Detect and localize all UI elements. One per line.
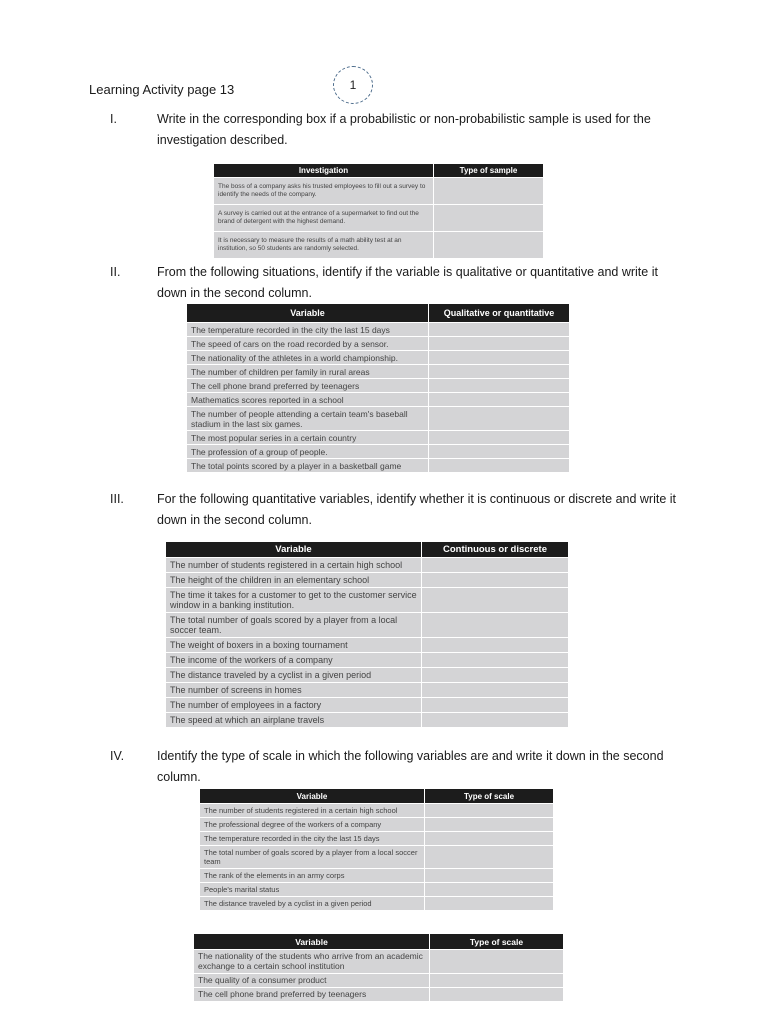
answer-cell[interactable] [422, 698, 569, 713]
column-header: Type of scale [425, 789, 554, 804]
answer-cell[interactable] [422, 588, 569, 613]
table-row [200, 832, 554, 846]
table-row [166, 638, 569, 653]
table-cell: The weight of boxers in a boxing tournament [166, 638, 422, 653]
table-row [166, 588, 569, 613]
answer-cell[interactable] [429, 337, 570, 351]
table-header-row [166, 542, 569, 558]
table-cell: The distance traveled by a cyclist in a given period [200, 897, 425, 911]
table-cell: The cell phone brand preferred by teenagers [194, 988, 430, 1002]
table-cell: The nationality of the athletes in a world championship. [187, 351, 429, 365]
table-row [187, 337, 570, 351]
table-row [187, 365, 570, 379]
table-row [166, 668, 569, 683]
table-cell: The boss of a company asks his trusted employees to fill out a survey to identify the needs of the company. [214, 178, 434, 205]
column-header: Variable [166, 542, 422, 558]
answer-cell[interactable] [425, 883, 554, 897]
answer-cell[interactable] [422, 683, 569, 698]
answer-cell[interactable] [422, 653, 569, 668]
section-number: III. [110, 492, 124, 506]
table-cell: The height of the children in an elementary school [166, 573, 422, 588]
answer-cell[interactable] [429, 431, 570, 445]
table-cell: The rank of the elements in an army corps [200, 869, 425, 883]
table-row [166, 573, 569, 588]
answer-cell[interactable] [425, 804, 554, 818]
table-cell: Mathematics scores reported in a school [187, 393, 429, 407]
table-cell: The number of students registered in a certain high school [166, 558, 422, 573]
answer-cell[interactable] [422, 668, 569, 683]
table-row [194, 974, 564, 988]
table-cell: The number of employees in a factory [166, 698, 422, 713]
table-cell: The temperature recorded in the city the last 15 days [187, 323, 429, 337]
continuous-discrete-table [165, 541, 569, 728]
answer-cell[interactable] [429, 393, 570, 407]
table-cell: The total number of goals scored by a player from a local soccer team. [166, 613, 422, 638]
answer-cell[interactable] [430, 974, 564, 988]
table-cell: It is necessary to measure the results of a math ability test at an institution, so 50 students are randomly selected. [214, 232, 434, 259]
table-cell: The quality of a consumer product [194, 974, 430, 988]
scale-type-table [199, 788, 554, 911]
answer-cell[interactable] [422, 573, 569, 588]
table-row [200, 869, 554, 883]
table-cell: The most popular series in a certain country [187, 431, 429, 445]
table-cell: The total points scored by a player in a basketball game [187, 459, 429, 473]
table-row [166, 653, 569, 668]
answer-cell[interactable] [425, 818, 554, 832]
table-cell: The number of children per family in rural areas [187, 365, 429, 379]
table-cell: People's marital status [200, 883, 425, 897]
answer-cell[interactable] [429, 379, 570, 393]
table-row [166, 698, 569, 713]
answer-cell[interactable] [425, 897, 554, 911]
table-header-row [194, 934, 564, 950]
table-cell: The temperature recorded in the city the last 15 days [200, 832, 425, 846]
section-instruction: From the following situations, identify if the variable is qualitative or quantitative and write it down in the second column. [157, 265, 658, 300]
section-number: IV. [110, 749, 125, 763]
column-header: Qualitative or quantitative [429, 304, 570, 323]
column-header: Investigation [214, 164, 434, 178]
table-cell: The speed of cars on the road recorded by a sensor. [187, 337, 429, 351]
table-row [200, 818, 554, 832]
table-row [187, 445, 570, 459]
table-row [214, 232, 544, 259]
table-row [187, 379, 570, 393]
table-cell: The number of students registered in a certain high school [200, 804, 425, 818]
table-row [166, 613, 569, 638]
answer-cell[interactable] [425, 832, 554, 846]
table-cell: The total number of goals scored by a player from a local soccer team [200, 846, 425, 869]
answer-cell[interactable] [422, 713, 569, 728]
table-row [187, 431, 570, 445]
table-row [214, 178, 544, 205]
table-cell: The time it takes for a customer to get to the customer service window in a banking institution. [166, 588, 422, 613]
section-instruction: For the following quantitative variables, identify whether it is continuous or discrete and write it down in the second column. [157, 492, 677, 527]
answer-cell[interactable] [425, 869, 554, 883]
column-header: Variable [194, 934, 430, 950]
answer-cell[interactable] [429, 323, 570, 337]
table-row [200, 846, 554, 869]
table-row [187, 351, 570, 365]
table-header-row [214, 164, 544, 178]
answer-cell[interactable] [422, 638, 569, 653]
table-row [214, 205, 544, 232]
column-header: Type of scale [430, 934, 564, 950]
table-cell: The distance traveled by a cyclist in a given period [166, 668, 422, 683]
table-cell: The profession of a group of people. [187, 445, 429, 459]
section-instruction: Identify the type of scale in which the following variables are and write it down in the second column. [157, 749, 664, 784]
table-row [200, 883, 554, 897]
answer-cell[interactable] [434, 178, 544, 205]
answer-cell[interactable] [434, 205, 544, 232]
table-header-row [187, 304, 570, 323]
answer-cell[interactable] [422, 613, 569, 638]
table-cell: The nationality of the students who arrive from an academic exchange to a certain school institution [194, 950, 430, 974]
column-header: Continuous or discrete [422, 542, 569, 558]
answer-cell[interactable] [422, 558, 569, 573]
table-row [194, 988, 564, 1002]
scale-type-table-2 [193, 933, 564, 1002]
table-row [166, 558, 569, 573]
section-number: I. [110, 112, 117, 126]
answer-cell[interactable] [429, 351, 570, 365]
table-row [166, 683, 569, 698]
table-cell: The income of the workers of a company [166, 653, 422, 668]
page-title: Learning Activity page 13 [89, 82, 235, 97]
table-cell: The number of screens in homes [166, 683, 422, 698]
answer-cell[interactable] [425, 846, 554, 869]
table-row [200, 897, 554, 911]
answer-cell[interactable] [429, 407, 570, 431]
table-cell: The number of people attending a certain team's baseball stadium in the last six games. [187, 407, 429, 431]
qualitative-quantitative-table [186, 303, 570, 473]
answer-cell[interactable] [429, 365, 570, 379]
column-header: Variable [187, 304, 429, 323]
section-number: II. [110, 265, 121, 279]
table-row [187, 323, 570, 337]
page-number: 1 [349, 78, 357, 92]
table-row [187, 393, 570, 407]
table-row [166, 713, 569, 728]
answer-cell[interactable] [430, 988, 564, 1002]
page-number-badge [333, 66, 373, 104]
column-header: Type of sample [434, 164, 544, 178]
section-instruction: Write in the corresponding box if a probabilistic or non-probabilistic sample is used for the investigation described. [157, 112, 651, 147]
table-row [200, 804, 554, 818]
answer-cell[interactable] [429, 445, 570, 459]
table-row [194, 950, 564, 974]
table-cell: The cell phone brand preferred by teenagers [187, 379, 429, 393]
table-row [187, 459, 570, 473]
answer-cell[interactable] [430, 950, 564, 974]
answer-cell[interactable] [434, 232, 544, 259]
answer-cell[interactable] [429, 459, 570, 473]
sample-type-table [213, 163, 544, 259]
table-cell: A survey is carried out at the entrance of a supermarket to find out the brand of detergent with the highest demand. [214, 205, 434, 232]
table-row [187, 407, 570, 431]
column-header: Variable [200, 789, 425, 804]
table-cell: The speed at which an airplane travels [166, 713, 422, 728]
table-header-row [200, 789, 554, 804]
table-cell: The professional degree of the workers of a company [200, 818, 425, 832]
